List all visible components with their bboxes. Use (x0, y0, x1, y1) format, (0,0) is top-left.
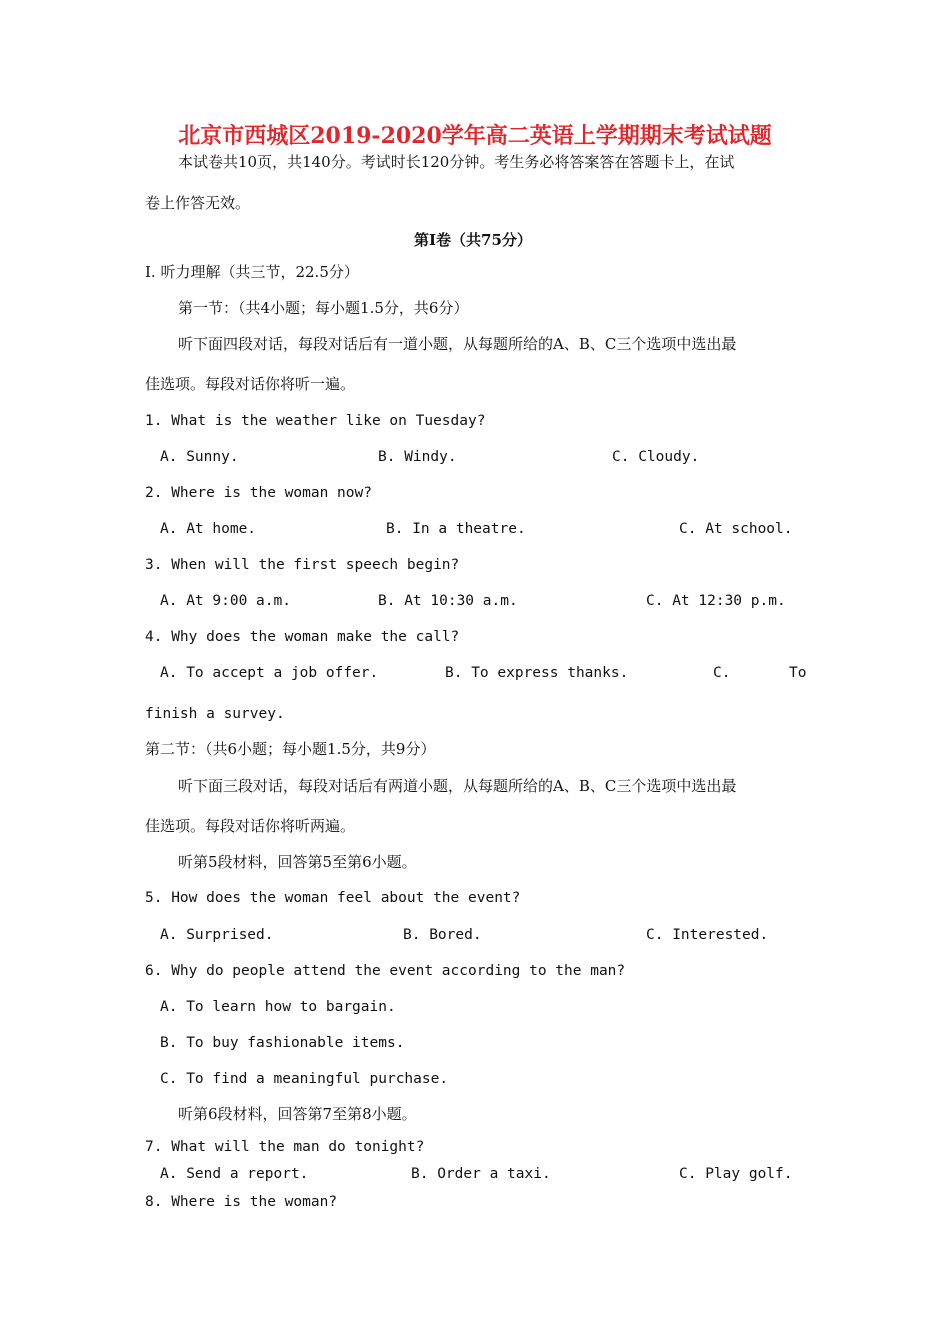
page-title: 北京市西城区2019-2020学年高二英语上学期期末考试试题 (178, 123, 772, 149)
option-a: A. Sunny. (160, 449, 239, 465)
option-c: C. At 12:30 p.m. (646, 593, 786, 609)
option-b: B. In a theatre. (386, 521, 526, 537)
option-c: C. To find a meaningful purchase. (160, 1071, 449, 1087)
option-a: A. To learn how to bargain. (160, 999, 396, 1015)
option-c: C. At school. (679, 521, 793, 537)
material-note: 听第5段材料，回答第5至第6小题。 (178, 853, 417, 871)
intro-line-2: 卷上作答无效。 (145, 194, 251, 212)
instruction-line: 听下面四段对话，每段对话后有一道小题，从每题所给的A、B、C三个选项中选出最 (178, 335, 737, 353)
section-heading: I. 听力理解（共三节，22.5分） (145, 263, 359, 281)
question-stem: 8. Where is the woman? (145, 1194, 338, 1210)
question-stem: 4. Why does the woman make the call? (145, 629, 460, 645)
option-a: A. Surprised. (160, 927, 274, 943)
part-heading: 第Ⅰ卷（共75分） (414, 231, 532, 249)
sub-section-1-heading: 第一节：（共4小题；每小题1.5分，共6分） (178, 299, 469, 317)
intro-line-1: 本试卷共10页，共140分。考试时长120分钟。考生务必将答案答在答题卡上，在试 (178, 153, 735, 171)
option-b: B. Windy. (378, 449, 457, 465)
option-c-continuation: finish a survey. (145, 706, 285, 722)
option-a: A. At home. (160, 521, 257, 537)
option-b: B. Order a taxi. (411, 1166, 551, 1182)
question-stem: 2. Where is the woman now? (145, 485, 372, 501)
instruction-line: 听下面三段对话，每段对话后有两道小题，从每题所给的A、B、C三个选项中选出最 (178, 777, 737, 795)
question-stem: 5. How does the woman feel about the event? (145, 890, 521, 906)
question-stem: 3. When will the first speech begin? (145, 557, 460, 573)
instruction-line: 佳选项。每段对话你将听一遍。 (145, 375, 356, 393)
instruction-line: 佳选项。每段对话你将听两遍。 (145, 817, 356, 835)
option-b: B. To buy fashionable items. (160, 1035, 405, 1051)
option-b: B. To express thanks. (445, 665, 629, 681)
option-c: C. Interested. (646, 927, 769, 943)
material-note: 听第6段材料，回答第7至第8小题。 (178, 1105, 417, 1123)
option-a: A. To accept a job offer. (160, 665, 379, 681)
question-stem: 7. What will the man do tonight? (145, 1139, 425, 1155)
option-a: A. At 9:00 a.m. (160, 593, 291, 609)
sub-section-2-heading: 第二节：（共6小题；每小题1.5分，共9分） (145, 740, 436, 758)
option-c: C. Play golf. (679, 1166, 793, 1182)
option-c-text: To (789, 665, 807, 681)
option-c-letter: C. (713, 665, 731, 681)
question-stem: 6. Why do people attend the event according to the man? (145, 963, 626, 979)
option-b: B. At 10:30 a.m. (378, 593, 518, 609)
option-c: C. Cloudy. (612, 449, 700, 465)
option-b: B. Bored. (403, 927, 482, 943)
question-stem: 1. What is the weather like on Tuesday? (145, 413, 486, 429)
option-a: A. Send a report. (160, 1166, 309, 1182)
